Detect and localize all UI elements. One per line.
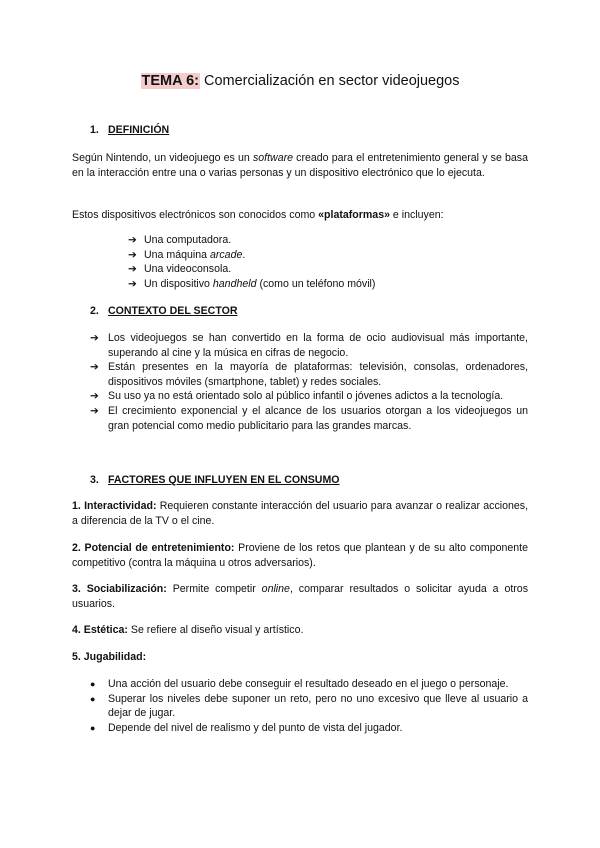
factor-label: 3. Sociabilización: bbox=[72, 583, 167, 595]
factor-sociabilizacion bbox=[72, 582, 528, 611]
section-3-heading bbox=[90, 473, 340, 488]
list-item bbox=[128, 248, 488, 263]
factor-label: 5. Jugabilidad: bbox=[72, 651, 147, 663]
definition-text-software: software bbox=[252, 152, 294, 164]
factor-potencial bbox=[72, 541, 528, 570]
arrow-icon: ➔ bbox=[128, 263, 137, 276]
section-2-title: CONTEXTO DEL SECTOR bbox=[108, 305, 238, 317]
arrow-icon: ➔ bbox=[90, 361, 99, 374]
list-item-text: Depende del nivel de realismo y del punto de vista del jugador. bbox=[108, 721, 403, 734]
list-item-text: Su uso ya no está orientado solo al público infantil o jóvenes adictos a la tecnología. bbox=[108, 390, 504, 403]
list-item-text: Están presentes en la mayoría de plataformas: televisión, consolas, ordenadores, dispositivos móviles (smartphone, tablet) y redes sociales. bbox=[108, 361, 528, 388]
list-item-text: El crecimiento exponencial y el alcance de los usuarios otorgan a los videojuegos un gran potencial como medio publicitario para las grandes marcas. bbox=[108, 404, 528, 432]
factor-label: 2. Potencial de entretenimiento: bbox=[72, 542, 235, 554]
list-item bbox=[128, 233, 488, 248]
platforms-list bbox=[128, 233, 488, 291]
list-item bbox=[90, 692, 528, 721]
arrow-icon: ➔ bbox=[90, 390, 99, 403]
section-3-title: FACTORES QUE INFLUYEN EN EL CONSUMO bbox=[108, 474, 340, 486]
bullet-icon: ● bbox=[90, 679, 96, 689]
definition-text-b: creado para el entretenimiento general y se basa en la interacción entre una o varias personas y un dispositivo electrónico que lo ejecuta. bbox=[72, 152, 528, 179]
factor-text: Permite competir bbox=[166, 583, 262, 595]
list-item-text-end: . bbox=[242, 248, 246, 261]
title-topic-number: TEMA 6: bbox=[141, 73, 199, 89]
list-item bbox=[90, 404, 528, 433]
list-item-text: Un dispositivo bbox=[144, 277, 213, 290]
list-item-italic: handheld bbox=[212, 277, 257, 290]
list-item-text: Una computadora. bbox=[144, 234, 232, 246]
platforms-text-a: Estos dispositivos electrónicos son conocidos como bbox=[72, 209, 319, 221]
list-item-text: Superar los niveles debe suponer un reto, pero no uno excesivo que lleve al usuario a dejar de jugar. bbox=[108, 692, 528, 720]
section-2-heading bbox=[90, 304, 238, 319]
list-item-italic: arcade bbox=[209, 248, 243, 261]
title-text: Comercialización en sector videojuegos bbox=[199, 73, 460, 89]
page-title bbox=[0, 72, 600, 90]
list-item-text: Una máquina bbox=[144, 248, 210, 261]
factor-text: Se refiere al diseño visual y artístico. bbox=[127, 624, 304, 636]
factor-label: 1. Interactividad: bbox=[72, 500, 157, 512]
arrow-icon: ➔ bbox=[90, 332, 99, 344]
section-2-number: 2. bbox=[90, 305, 99, 317]
list-item-text: Una acción del usuario debe conseguir el resultado deseado en el juego o personaje. bbox=[108, 678, 509, 690]
arrow-icon: ➔ bbox=[90, 404, 99, 417]
list-item bbox=[90, 389, 528, 404]
list-item bbox=[90, 677, 528, 692]
platforms-text-bold: «plataformas» bbox=[318, 209, 390, 221]
factor-jugabilidad bbox=[72, 650, 528, 665]
list-item bbox=[128, 262, 488, 277]
arrow-icon: ➔ bbox=[128, 234, 137, 246]
section-3-number: 3. bbox=[90, 474, 99, 486]
bullet-icon: ● bbox=[90, 693, 96, 704]
factor-text-italic: online bbox=[261, 583, 290, 595]
list-item bbox=[90, 360, 528, 389]
list-item-text: Los videojuegos se han convertido en la forma de ocio audiovisual más importante, superando al cine y la música en cifras de negocio. bbox=[108, 332, 528, 359]
list-item-text-end: (como un teléfono móvil) bbox=[256, 277, 376, 290]
definition-paragraph bbox=[72, 151, 528, 180]
list-item bbox=[90, 331, 528, 360]
list-item-text: Una videoconsola. bbox=[144, 263, 232, 276]
factor-estetica bbox=[72, 623, 528, 638]
jugabilidad-list bbox=[90, 677, 528, 735]
list-item bbox=[90, 721, 528, 736]
factor-text-end: , comparar resultados o solicitar ayuda a otros usuarios. bbox=[72, 583, 528, 610]
list-item bbox=[128, 277, 488, 292]
section-1-heading bbox=[90, 123, 169, 138]
factor-label: 4. Estética: bbox=[72, 624, 128, 636]
factor-interactividad bbox=[72, 499, 528, 528]
definition-text-a: Según Nintendo, un videojuego es un bbox=[72, 152, 253, 164]
context-list bbox=[90, 331, 528, 433]
section-1-title: DEFINICIÓN bbox=[108, 124, 170, 136]
bullet-icon: ● bbox=[90, 722, 96, 733]
platforms-text-c: e incluyen: bbox=[389, 209, 444, 221]
section-1-number: 1. bbox=[90, 124, 99, 136]
platforms-paragraph bbox=[72, 208, 528, 223]
factor-text: Requieren constante interacción del usuario para avanzar o realizar acciones, a diferencia de la TV o el cine. bbox=[72, 500, 529, 527]
arrow-icon: ➔ bbox=[128, 248, 137, 261]
arrow-icon: ➔ bbox=[128, 277, 137, 290]
factor-text: Proviene de los retos que plantean y de su alto componente competitivo (contra la máquina u otros adversarios). bbox=[72, 542, 528, 569]
